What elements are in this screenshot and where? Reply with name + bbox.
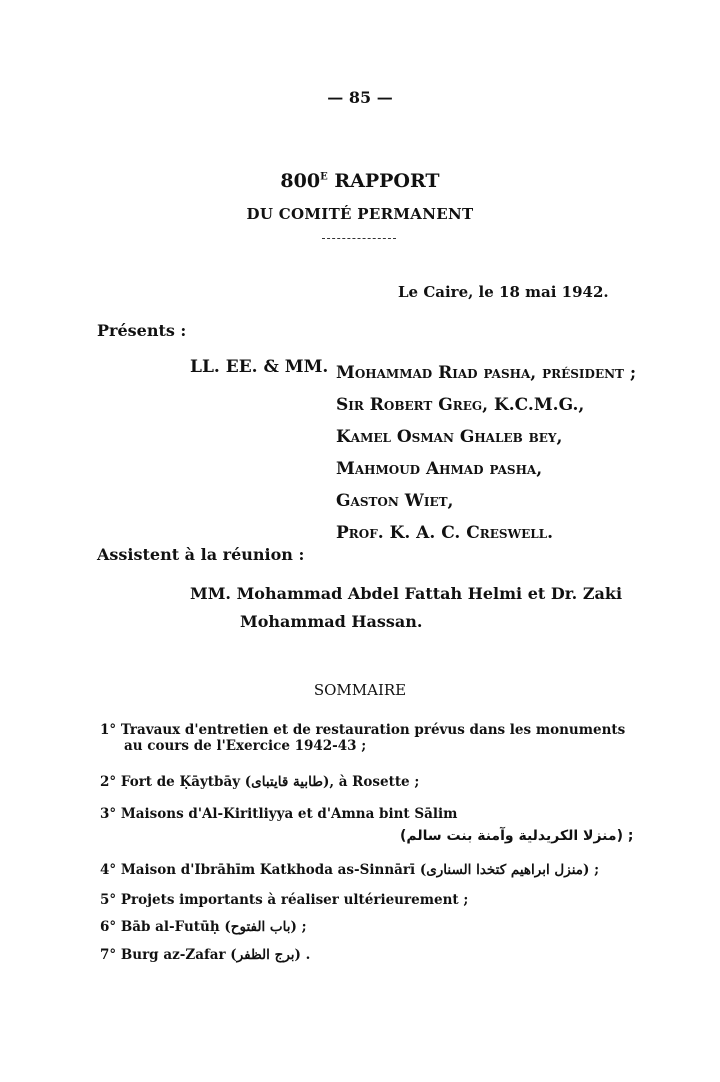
item-line: au cours de l'Exercice 1942-43 ; (124, 738, 367, 754)
member-name: Mahmoud Ahmad pasha, (336, 459, 543, 479)
item-line: 2° Fort de Ḳāytbāy (طابية قايتباى), à Rosette ; (100, 774, 420, 790)
report-title-word: RAPPORT (327, 170, 440, 192)
presents-label: Présents : (97, 321, 187, 340)
member-name: Sir Robert Greg, K.C.M.G., (336, 395, 585, 415)
sommaire-item (100, 806, 633, 844)
sommaire-item (100, 919, 307, 935)
item-line: 1° Travaux d'entretien et de restauration prévus dans les monuments (100, 722, 626, 738)
sommaire-item (100, 774, 419, 790)
title-rule (322, 238, 396, 239)
member-name: Kamel Osman Ghaleb bey, (336, 427, 563, 447)
report-number-sup: E (320, 171, 328, 183)
item-line: (منزلا الكريدلية وآمنة بنت سالم) ; (400, 828, 634, 844)
sommaire-item (100, 947, 310, 963)
sommaire-item (100, 862, 599, 878)
sommaire-item (100, 892, 468, 908)
member-name: Gaston Wiet, (336, 491, 454, 511)
report-subtitle: DU COMITÉ PERMANENT (246, 205, 474, 223)
presents-members (336, 357, 636, 549)
report-title (0, 170, 720, 192)
assistent-line: MM. Mohammad Abdel Fattah Helmi et Dr. Zaki (190, 584, 623, 603)
assistent-label: Assistent à la réunion : (97, 545, 305, 564)
assistent-line: Mohammad Hassan. (240, 612, 423, 631)
sommaire-heading: SOMMAIRE (313, 681, 407, 699)
place-date: Le Caire, le 18 mai 1942. (398, 283, 609, 301)
item-line: 7° Burg az-Zafar (برج الظفر) . (100, 947, 311, 963)
item-line: 3° Maisons d'Al-Kiritliyya et d'Amna bint Sālim (100, 806, 458, 822)
item-line: 4° Maison d'Ibrāhīm Katkhoda as-Sinnārī (منزل ابراهيم كتخدا السنارى) ; (100, 862, 600, 878)
presents-lead: LL. EE. & MM. (190, 357, 329, 377)
sommaire-item (100, 722, 625, 754)
member-name: Mohammad Riad pasha, président ; (336, 363, 637, 383)
assistent-names (190, 580, 622, 636)
item-line: 5° Projets importants à réaliser ultérieurement ; (100, 892, 469, 908)
page-number: — 85 — (327, 88, 393, 107)
member-name: Prof. K. A. C. Creswell. (336, 523, 554, 543)
report-number: 800 (280, 170, 321, 192)
item-line: 6° Bāb al-Futūḥ (باب الفتوح) ; (100, 919, 307, 935)
